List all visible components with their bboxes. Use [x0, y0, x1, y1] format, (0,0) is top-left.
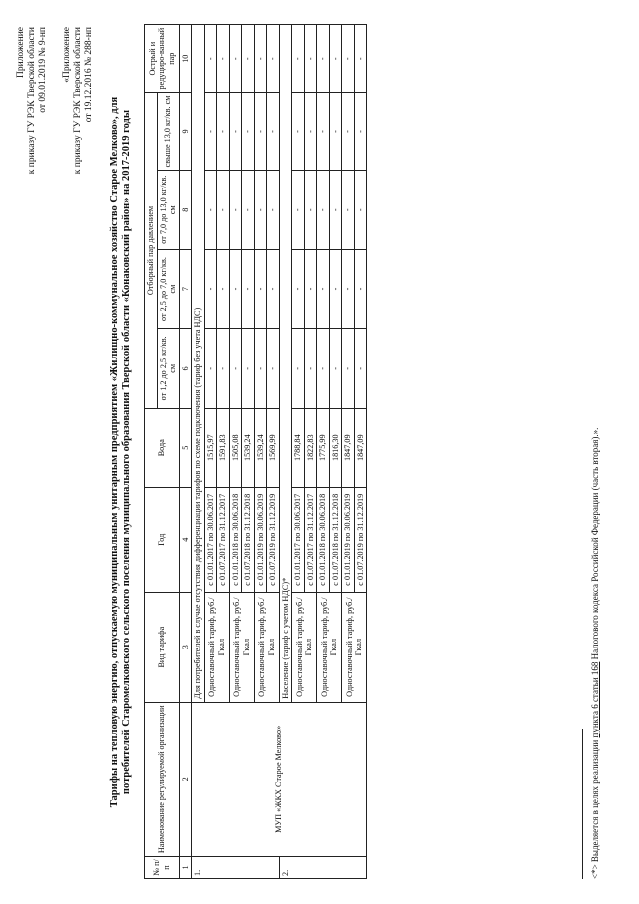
section-row [192, 25, 205, 879]
org-name-cell: МУП «ЖКХ Старое Мелково» [192, 702, 367, 856]
dash-cell: - [204, 249, 217, 328]
section-title: Население (тариф с учетом НДС)* [279, 25, 292, 703]
dash-cell: - [329, 25, 342, 93]
index-cell: 8 [179, 170, 192, 249]
dash-cell: - [342, 25, 355, 93]
dash-cell: - [267, 25, 280, 93]
column-index-row [179, 25, 192, 879]
dash-cell: - [254, 170, 267, 249]
title-line: потребителей Старомелковского сельского поселения муниципального образования Тверской области «Конаковский район» на 2017-2019 годы [121, 109, 132, 795]
appendix-line: от 09.01.2019 № 9-нп [38, 27, 48, 113]
prev-appendix-line: от 19.12.2016 № 288-нп [84, 27, 94, 123]
appendix-header [16, 27, 49, 174]
water-value-cell: 1505,08 [229, 408, 242, 487]
dash-cell: - [229, 249, 242, 328]
water-value-cell: 1816,30 [329, 408, 342, 487]
period-cell: с 01.07.2019 по 31.12.2019 [354, 487, 367, 592]
period-cell: с 01.07.2017 по 31.12.2017 [304, 487, 317, 592]
dash-cell: - [317, 170, 330, 249]
dash-cell: - [342, 329, 355, 408]
dash-cell: - [342, 93, 355, 170]
footnote-divider [582, 729, 583, 879]
water-value-cell: 1822,83 [304, 408, 317, 487]
dash-cell: - [304, 170, 317, 249]
prev-appendix-line: «Приложение [62, 27, 72, 83]
index-cell: 5 [179, 408, 192, 487]
header-no: № п/ п [145, 856, 180, 878]
period-cell: с 01.07.2018 по 31.12.2018 [242, 487, 255, 592]
dash-cell: - [304, 329, 317, 408]
index-cell: 6 [179, 329, 192, 408]
header-pressure-1: от 1,2 до 2,5 кг/кв. см [157, 329, 179, 408]
water-value-cell: 1515,97 [204, 408, 217, 487]
tariff-type-cell: Одноставочный тариф, руб./Гкал [317, 592, 342, 702]
index-cell: 3 [179, 592, 192, 702]
header-pressure-4: свыше 13,0 кг/кв. см [157, 93, 179, 170]
index-cell: 9 [179, 93, 192, 170]
dash-cell: - [254, 93, 267, 170]
dash-cell: - [329, 170, 342, 249]
dash-cell: - [254, 329, 267, 408]
dash-cell: - [267, 93, 280, 170]
dash-cell: - [254, 249, 267, 328]
index-cell: 1 [179, 856, 192, 878]
dash-cell: - [292, 25, 305, 93]
header-hot-steam: Острый и редуциро-ванный пар [145, 25, 180, 93]
dash-cell: - [292, 93, 305, 170]
dash-cell: - [292, 329, 305, 408]
dash-cell: - [354, 93, 367, 170]
dash-cell: - [242, 329, 255, 408]
dash-cell: - [242, 170, 255, 249]
tariff-type-cell: Одноставочный тариф, руб./Гкал [229, 592, 254, 702]
dash-cell: - [304, 249, 317, 328]
dash-cell: - [354, 329, 367, 408]
period-cell: с 01.01.2017 по 30.06.2017 [292, 487, 305, 592]
dash-cell: - [292, 249, 305, 328]
dash-cell: - [217, 249, 230, 328]
period-cell: с 01.07.2018 по 31.12.2018 [329, 487, 342, 592]
tariff-type-cell: Одноставочный тариф, руб./Гкал [292, 592, 317, 702]
water-value-cell: 1539,24 [254, 408, 267, 487]
tariff-type-cell: Одноставочный тариф, руб./Гкал [204, 592, 229, 702]
dash-cell: - [267, 249, 280, 328]
dash-cell: - [304, 25, 317, 93]
water-value-cell: 1788,84 [292, 408, 305, 487]
water-value-cell: 1847,09 [342, 408, 355, 487]
dash-cell: - [342, 170, 355, 249]
dash-cell: - [267, 170, 280, 249]
footnote-link[interactable]: пункта 6 статьи 168 [590, 661, 600, 738]
dash-cell: - [229, 329, 242, 408]
water-value-cell: 1539,24 [242, 408, 255, 487]
dash-cell: - [242, 249, 255, 328]
table-body [192, 25, 367, 879]
prev-appendix-header [62, 27, 95, 174]
index-cell: 10 [179, 25, 192, 93]
index-cell: 7 [179, 249, 192, 328]
appendix-line: Приложение [16, 27, 26, 78]
header-org: Наименование регулируемой организации [145, 702, 180, 856]
dash-cell: - [217, 170, 230, 249]
dash-cell: - [267, 329, 280, 408]
index-cell: 4 [179, 487, 192, 592]
header-pressure-2: от 2,5 до 7,0 кг/кв. см [157, 249, 179, 328]
period-cell: с 01.07.2017 по 31.12.2017 [217, 487, 230, 592]
dash-cell: - [292, 170, 305, 249]
period-cell: с 01.01.2018 по 30.06.2018 [317, 487, 330, 592]
header-tariff-type: Вид тарифа [145, 592, 180, 702]
dash-cell: - [242, 93, 255, 170]
dash-cell: - [242, 25, 255, 93]
footnote-suffix: Налогового кодекса Российской Федерации (часть вторая).». [590, 427, 600, 662]
water-value-cell: 1569,99 [267, 408, 280, 487]
header-pressure-3: от 7,0 до 13,0 кг/кв. см [157, 170, 179, 249]
period-cell: с 01.01.2017 по 30.06.2017 [204, 487, 217, 592]
row-number: 1. [192, 856, 280, 878]
header-steam: Отборный пар давлением [145, 93, 158, 408]
dash-cell: - [329, 93, 342, 170]
header-water: Вода [145, 408, 180, 487]
title-line: Тарифы на тепловую энергию, отпускаемую муниципальным унитарным предприятием «Жилищно-коммунальное хозяйство Старое Мелково», для [109, 96, 120, 808]
dash-cell: - [217, 93, 230, 170]
dash-cell: - [204, 329, 217, 408]
dash-cell: - [354, 25, 367, 93]
period-cell: с 01.01.2019 по 30.06.2019 [342, 487, 355, 592]
appendix-line: к приказу ГУ РЭК Тверской области [27, 27, 37, 175]
dash-cell: - [329, 249, 342, 328]
dash-cell: - [204, 25, 217, 93]
dash-cell: - [317, 25, 330, 93]
water-value-cell: 1847,09 [354, 408, 367, 487]
period-cell: с 01.01.2019 по 30.06.2019 [254, 487, 267, 592]
dash-cell: - [254, 25, 267, 93]
dash-cell: - [217, 329, 230, 408]
period-cell: с 01.07.2019 по 31.12.2019 [267, 487, 280, 592]
water-value-cell: 1775,99 [317, 408, 330, 487]
tariff-type-cell: Одноставочный тариф, руб./Гкал [342, 592, 367, 702]
dash-cell: - [342, 249, 355, 328]
section-title: Для потребителей в случае отсутствия дифференциации тарифов по схеме подключения (тариф без учета НДС) [192, 25, 205, 703]
tariff-type-cell: Одноставочный тариф, руб./Гкал [254, 592, 279, 702]
row-number: 2. [279, 856, 367, 878]
dash-cell: - [304, 93, 317, 170]
dash-cell: - [317, 93, 330, 170]
header-year: Год [145, 487, 180, 592]
period-cell: с 01.01.2018 по 30.06.2018 [229, 487, 242, 592]
footnote-prefix: <*> Выделяется в целях реализации [590, 737, 600, 879]
dash-cell: - [329, 329, 342, 408]
rotated-document [14, 17, 624, 887]
dash-cell: - [354, 170, 367, 249]
index-cell: 2 [179, 702, 192, 856]
water-value-cell: 1591,83 [217, 408, 230, 487]
dash-cell: - [229, 170, 242, 249]
document-title [109, 17, 133, 887]
dash-cell: - [204, 93, 217, 170]
dash-cell: - [317, 329, 330, 408]
tariff-table [144, 24, 367, 879]
dash-cell: - [317, 249, 330, 328]
prev-appendix-line: к приказу ГУ РЭК Тверской области [73, 27, 83, 175]
dash-cell: - [204, 170, 217, 249]
dash-cell: - [217, 25, 230, 93]
dash-cell: - [229, 25, 242, 93]
footnote [590, 428, 600, 879]
dash-cell: - [229, 93, 242, 170]
dash-cell: - [354, 249, 367, 328]
